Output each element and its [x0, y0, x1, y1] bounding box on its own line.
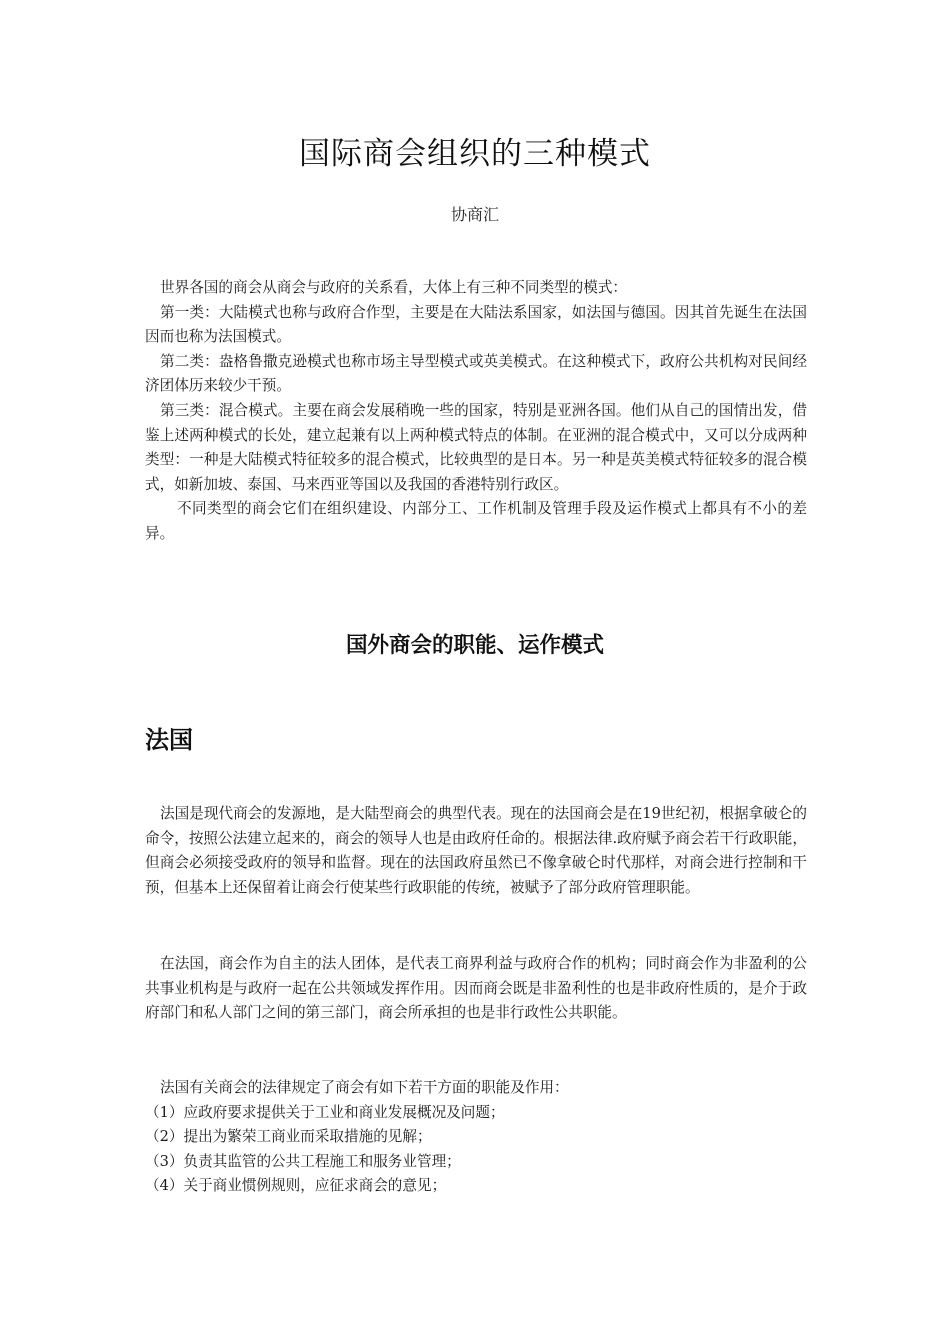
- france-paragraph-1-block: [145, 802, 807, 900]
- intro-section: [145, 276, 807, 547]
- function-list-item: （4）关于商业惯例规则，应征求商会的意见；: [145, 1177, 447, 1195]
- france-functions-block: [145, 1076, 807, 1199]
- france-paragraph-1: 法国是现代商会的发源地，是大陆型商会的典型代表。现在的法国商会是在19世纪初，根据拿破仑的命令，按照公法建立起来的，商会的领导人也是由政府任命的。根据法律.政府赋予商会若干行政职能，但商会必须接受政府的领导和监督。现在的法国政府虽然已不像拿破仑时代那样，对商会进行控制和干预，但基本上还保留着让商会行使某些行政职能的传统，被赋予了部分政府管理职能。: [145, 805, 807, 896]
- document-title: 国际商会组织的三种模式: [299, 136, 651, 172]
- intro-lead: 世界各国的商会从商会与政府的关系看，大体上有三种不同类型的模式：: [160, 279, 628, 296]
- function-list-item: （3）负责其监管的公共工程施工和服务业管理；: [145, 1152, 461, 1170]
- france-paragraph-2-block: [145, 952, 807, 1026]
- intro-summary: 不同类型的商会它们在组织建设、内部分工、工作机制及管理手段及运作模式上都具有不小的差异。: [145, 500, 807, 542]
- intro-type-1: 第一类：大陆模式也称与政府合作型，主要是在大陆法系国家，如法国与德国。因其首先诞生在法国因而也称为法国模式。: [145, 303, 807, 346]
- section-heading: 国外商会的职能、运作模式: [345, 633, 604, 658]
- intro-type-2: 第二类：盎格鲁撒克逊模式也称市场主导型模式或英美模式。在这种模式下，政府公共机构对民间经济团体历来较少干预。: [145, 352, 807, 395]
- france-paragraph-2: 在法国，商会作为自主的法人团体，是代表工商界利益与政府合作的机构；同时商会作为非盈利的公共事业机构是与政府一起在公共领域发挥作用。因而商会既是非盈利性的也是非政府性质的，是介于政府部门和私人部门之间的第三部门，商会所承担的也是非行政性公共职能。: [145, 955, 807, 1022]
- intro-type-3: 第三类：混合模式。主要在商会发展稍晚一些的国家，特别是亚洲各国。他们从自己的国情出发，借鉴上述两种模式的长处，建立起兼有以上两种模式特点的体制。在亚洲的混合模式中，又可以分成两种类型：一种是大陆模式特征较多的混合模式，比较典型的是日本。另一种是英美模式特征较多的混合模式，如新加坡、泰国、马来西亚等国以及我国的香港特别行政区。: [145, 401, 807, 493]
- function-list-item: （2）提出为繁荣工商业而采取措施的见解；: [145, 1128, 432, 1146]
- subsection-heading: 法国: [145, 726, 193, 754]
- france-paragraph-3: 法国有关商会的法律规定了商会有如下若干方面的职能及作用：: [160, 1079, 569, 1096]
- function-list-item: （1）应政府要求提供关于工业和商业发展概况及问题；: [145, 1103, 505, 1121]
- document-author: 协商汇: [450, 205, 499, 224]
